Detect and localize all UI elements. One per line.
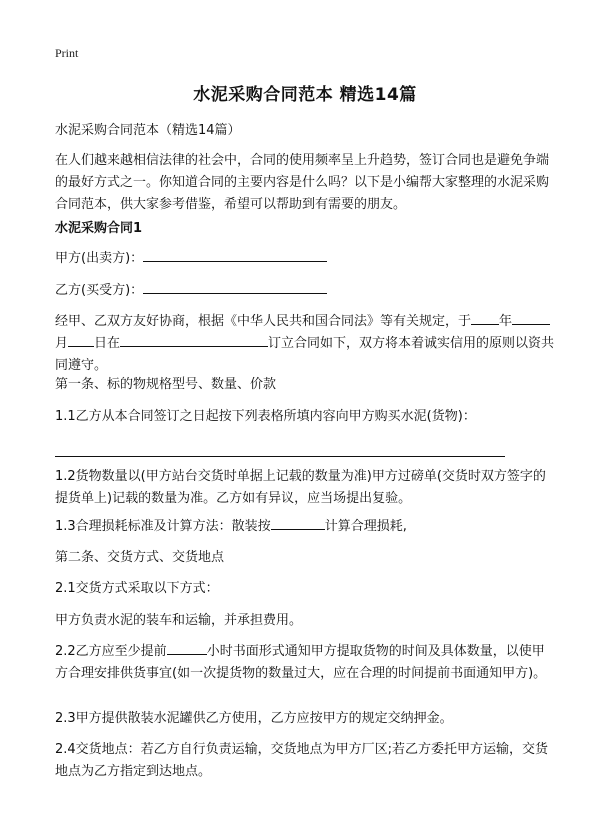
clause-paragraph: 1.2货物数量以(甲方站台交货时单据上记载的数量为准)甲方过磅单(交货时双方签字的提货单上)记载的数量为准。乙方如有异议，应当场提出复验。: [55, 469, 546, 506]
clause-paragraph: [55, 516, 555, 538]
clause-paragraph: [55, 641, 555, 685]
document-title: 水泥采购合同范本 精选14篇: [193, 85, 417, 105]
clause-paragraph: 2.1交货方式采取以下方式：: [55, 581, 219, 596]
month-blank: [512, 311, 550, 325]
loss-blank: [271, 516, 325, 530]
year-label: 年: [499, 314, 513, 329]
party-b-label: 乙方(买受方)：: [55, 283, 144, 298]
hours-blank: [167, 641, 207, 655]
place-blank: [120, 333, 268, 347]
clause-paragraph: 2.3甲方提供散装水泥罐供乙方使用，乙方应按甲方的规定交纳押金。: [55, 711, 453, 726]
intro-paragraph: 在人们越来越相信法律的社会中，合同的使用频率呈上升趋势，签订合同也是避免争端的最好方式之一。你知道合同的主要内容是什么吗？以下是小编帮大家整理的水泥采购合同范本，供大家参考借鉴，希望可以帮助到有需要的朋友。: [55, 153, 550, 212]
party-a-label: 甲方(出卖方)：: [55, 251, 144, 266]
document-subtitle: 水泥采购合同范本（精选14篇）: [55, 123, 241, 138]
clause-text-end: 计算合理损耗,: [324, 519, 407, 534]
party-a-blank: [143, 248, 327, 262]
party-a-line: [55, 248, 555, 270]
clause-paragraph: 甲方负责水泥的装车和运输，并承担费用。: [55, 613, 303, 628]
year-blank: [471, 311, 499, 325]
print-link[interactable]: Print: [55, 46, 79, 60]
agreement-paragraph: [55, 311, 555, 377]
month-label: 月: [55, 336, 69, 351]
day-label: 日在: [94, 336, 121, 351]
clause-text-end: 小时书面形式通知甲方提取货物的时间及具体数量，以使甲方合理安排供货事宜(如一次提货物的数量过大，应在合理的时间提前书面通知甲方)。: [55, 644, 547, 681]
party-b-line: [55, 280, 555, 302]
article-heading: 第二条、交货方式、交货地点: [55, 550, 225, 565]
agreement-text-start: 经甲、乙双方友好协商，根据《中华人民共和国合同法》等有关规定，于: [55, 314, 472, 329]
article-heading: 第一条、标的物规格型号、数量、价款: [55, 377, 277, 392]
agreement-text-end: 订立合同如下，双方将本着诚实信用的原则以资共同遵守。: [55, 336, 555, 373]
day-blank: [68, 333, 94, 347]
clause-paragraph: 2.4交货地点：若乙方自行负责运输，交货地点为甲方厂区;若乙方委托甲方运输，交货地点为乙方指定到达地点。: [55, 742, 549, 779]
table-placeholder-line: [55, 456, 505, 457]
party-b-blank: [143, 280, 327, 294]
clause-paragraph: 1.1乙方从本合同签订之日起按下列表格所填内容向甲方购买水泥(货物)：: [55, 409, 476, 424]
clause-text-start: 2.2乙方应至少提前: [55, 644, 167, 659]
clause-text-start: 1.3合理损耗标准及计算方法：散装按: [55, 519, 271, 534]
section-heading: 水泥采购合同1: [55, 221, 143, 236]
